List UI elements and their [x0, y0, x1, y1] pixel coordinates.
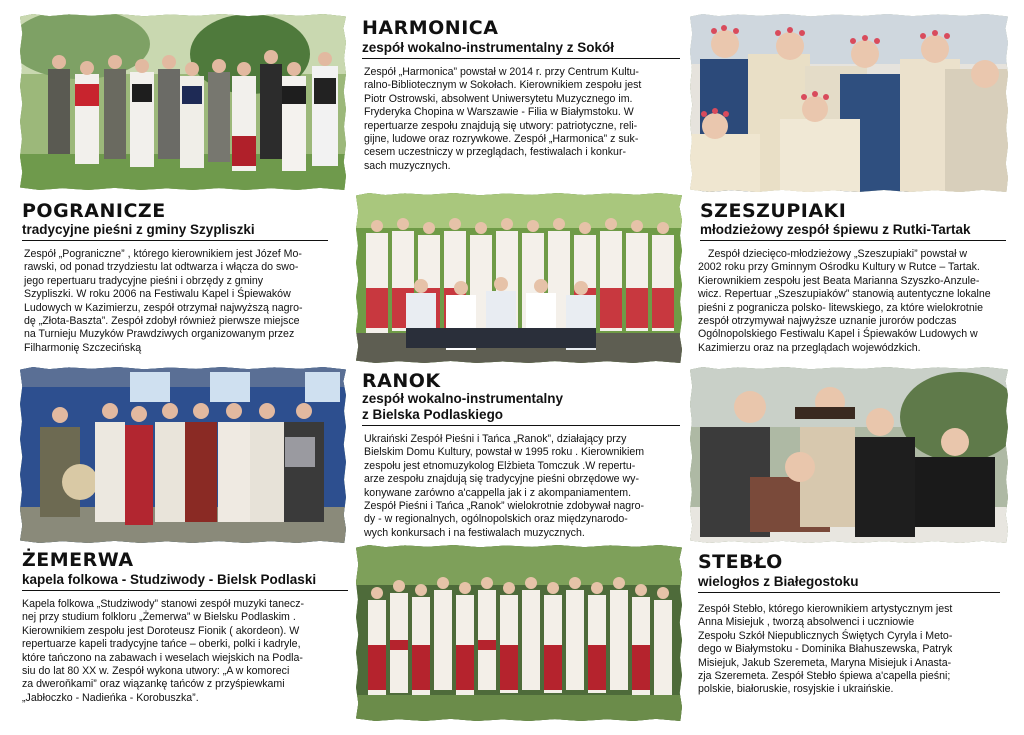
photo-harmonica-group	[356, 193, 682, 363]
zemerwa-title: ŻEMERWA	[22, 549, 134, 571]
body-line: 2002 roku przy Gminnym Ośrodku Kultury w Rutce – Tartak.	[698, 261, 980, 274]
body-line: Zespół „Harmonica” powstał w 2014 r. przy Centrum Kultu-	[364, 66, 639, 78]
ranok-title: RANOK	[362, 370, 441, 392]
body-line: zespół otrzymywał najwyższe uznanie jurorów podczas	[698, 315, 957, 328]
ranok-subtitle-line: z Bielska Podlaskiego	[362, 407, 504, 422]
body-line: jego repertuaru tradycyjne pieśni i obrzędy z gminy	[24, 274, 264, 287]
body-line: gijne, ludowe oraz rozrywkowe. Zespół „Harmonica” z suk-	[364, 133, 639, 146]
body-line: zespołu jest etnomuzykolog Elżbieta Tomczuk .W repertu-	[364, 459, 636, 472]
body-line: dego w Białymstoku - Dominika Błahuszewska, Patryk	[698, 643, 953, 656]
body-line: polskie, białoruskie, rosyjskie i ukraińskie.	[698, 683, 894, 696]
body-line: repertuarze kapeli tradycyjne tańce – oberki, polki i kadryle,	[22, 638, 301, 651]
steblo-title: STEBŁO	[698, 551, 783, 573]
body-line: które tańczono na zabawach i weselach wiejskich na Podla-	[22, 651, 303, 664]
body-line: zja Szeremeta. Zespół Stebło śpiewa a'capella pieśni;	[698, 670, 951, 683]
body-line: cesem uczestniczy w przeglądach, festiwalach i konkur-	[364, 146, 627, 159]
body-line: siu do lat 80 XX w. Zespół wykona utwory: „A w komorеci	[22, 665, 290, 678]
body-line: dę „Złota-Baszta”. Zespół zdobył również pierwsze miejsce	[24, 315, 300, 328]
body-line: „Jabłoczko - Nadieńka - Korobuszka”.	[22, 691, 199, 704]
body-line: Szypliszki. W roku 2006 na Festiwalu Kapel i Śpiewaków	[24, 288, 291, 301]
body-line: konywane zarówno a'cappella jak i z akompaniamentem.	[364, 486, 632, 499]
body-line: Zespołu Szkół Niepublicznych Świętych Cyryla i Meto-	[698, 629, 953, 642]
body-line: Piotr Ostrowski, absolwent Uniwersytetu Muzycznego im.	[364, 92, 633, 105]
body-line: Zespół dziecięco-młodzieżowy „Szeszupiaki” powstał w	[708, 248, 968, 260]
harmonica-body	[364, 66, 682, 173]
zemerwa-body	[22, 598, 348, 705]
body-line: Ludowych w Kazimierzu, zespół otrzymał najwyższą nagro-	[24, 301, 303, 314]
zemerwa-subtitle: kapela folkowa - Studziwody - Bielsk Podlaski	[22, 572, 348, 591]
pogranicze-title: POGRANICZE	[22, 200, 166, 222]
body-line: rawski, od ponad trzydziestu lat odtwarza i włącza do swo-	[24, 261, 299, 274]
photo-steblo-youth	[690, 367, 1008, 543]
photo-pogranicze-group	[20, 14, 346, 190]
ranok-subtitle	[362, 391, 680, 426]
body-line: arze zespołu znajdują się tradycyjne pieśni obrzędowe wy-	[364, 473, 639, 486]
szeszupiaki-body	[698, 248, 1016, 355]
body-line: wych konkursach i na festiwalach muzycznych.	[364, 526, 585, 539]
steblo-body	[698, 603, 1016, 697]
pogranicze-body	[24, 248, 346, 355]
body-line: nej przy studium folkloru „Żemerwa” w Bielsku Podlaskim .	[22, 611, 296, 624]
body-line: Zespół Pieśni i Tańca „Ranok” wielokrotnie zdobywał nagro-	[364, 500, 645, 513]
pogranicze-subtitle: tradycyjne pieśni z gminy Szypliszki	[22, 222, 328, 241]
ranok-subtitle-line: zespół wokalno-instrumentalny	[362, 391, 564, 406]
body-line: Kierownikiem zespołu jest Doroteusz Fionik ( akordeon). W	[22, 624, 300, 637]
body-line: Zespół Stebło, którego kierownikiem artystycznym jest	[698, 603, 953, 615]
body-line: Ukraiński Zespół Pieśni i Tańca „Ranok”, działający przy	[364, 433, 627, 445]
body-line: Anna Misiejuk , tworzą absolwenci i uczniowie	[698, 616, 915, 629]
body-line: Bielskim Domu Kultury, powstał w 1995 roku . Kierownikiem	[364, 446, 645, 459]
szeszupiaki-subtitle: młodzieżowy zespół śpiewu z Rutki-Tartak	[700, 222, 1006, 241]
body-line: Fryderyka Chopina w Warszawie - Filia w Białymstoku. W	[364, 106, 634, 119]
szeszupiaki-title: SZESZUPIAKI	[700, 200, 847, 222]
body-line: Kazimierzu oraz na przeglądach wojewódzkich.	[698, 341, 921, 354]
body-line: Zespół „Pograniczne” , którego kierownikiem jest Józef Mo-	[24, 248, 302, 260]
body-line: Misiejuk, Jakub Szeremeta, Maryna Misiejuk i Anasta-	[698, 656, 952, 669]
photo-ranok-choir	[356, 545, 682, 721]
body-line: Kierownikiem zespołu jest Beata Marianna Szyszko-Anzule-	[698, 274, 980, 287]
ranok-body	[364, 433, 686, 540]
body-line: ralno-Bibliotecznym w Sokołach. Kierownikiem zespołu jest	[364, 79, 642, 92]
body-line: pieśni z pogranicza polsko- litewskiego, za które wielokrotnie	[698, 301, 983, 314]
steblo-subtitle: wielogłos z Białegostoku	[698, 574, 1000, 593]
harmonica-subtitle: zespół wokalno-instrumentalny z Sokół	[362, 40, 680, 59]
photo-szeszupiaki-girls	[690, 14, 1008, 192]
body-line: Filharmonię Szczecińską	[24, 341, 142, 354]
photo-zemerwa-band	[20, 367, 346, 543]
body-line: na Turnieju Muzyków Prawdziwych organizowanym przez	[24, 328, 295, 341]
body-line: sach muzycznych.	[364, 159, 451, 172]
harmonica-title: HARMONICA	[362, 17, 499, 39]
body-line: wicz. Repertuar „Szeszupiaków” stanowią autentyczne lokalne	[698, 288, 991, 301]
body-line: repertuarze zespołu znajdują się utwory: patriotyczne, reli-	[364, 119, 638, 132]
body-line: Kapela folkowa „Studziwody” stanowi zespół muzyki tanecz-	[22, 598, 305, 610]
body-line: Ogólnopolskiego Festiwalu Kapel i Śpiewaków Ludowych w	[698, 328, 978, 341]
body-line: za dweroňkami” oraz wiązankę tańców z przyśpiewkami	[22, 678, 285, 691]
body-line: dy - w regionalnych, ogólnopolskich oraz międzynarodo-	[364, 513, 628, 526]
